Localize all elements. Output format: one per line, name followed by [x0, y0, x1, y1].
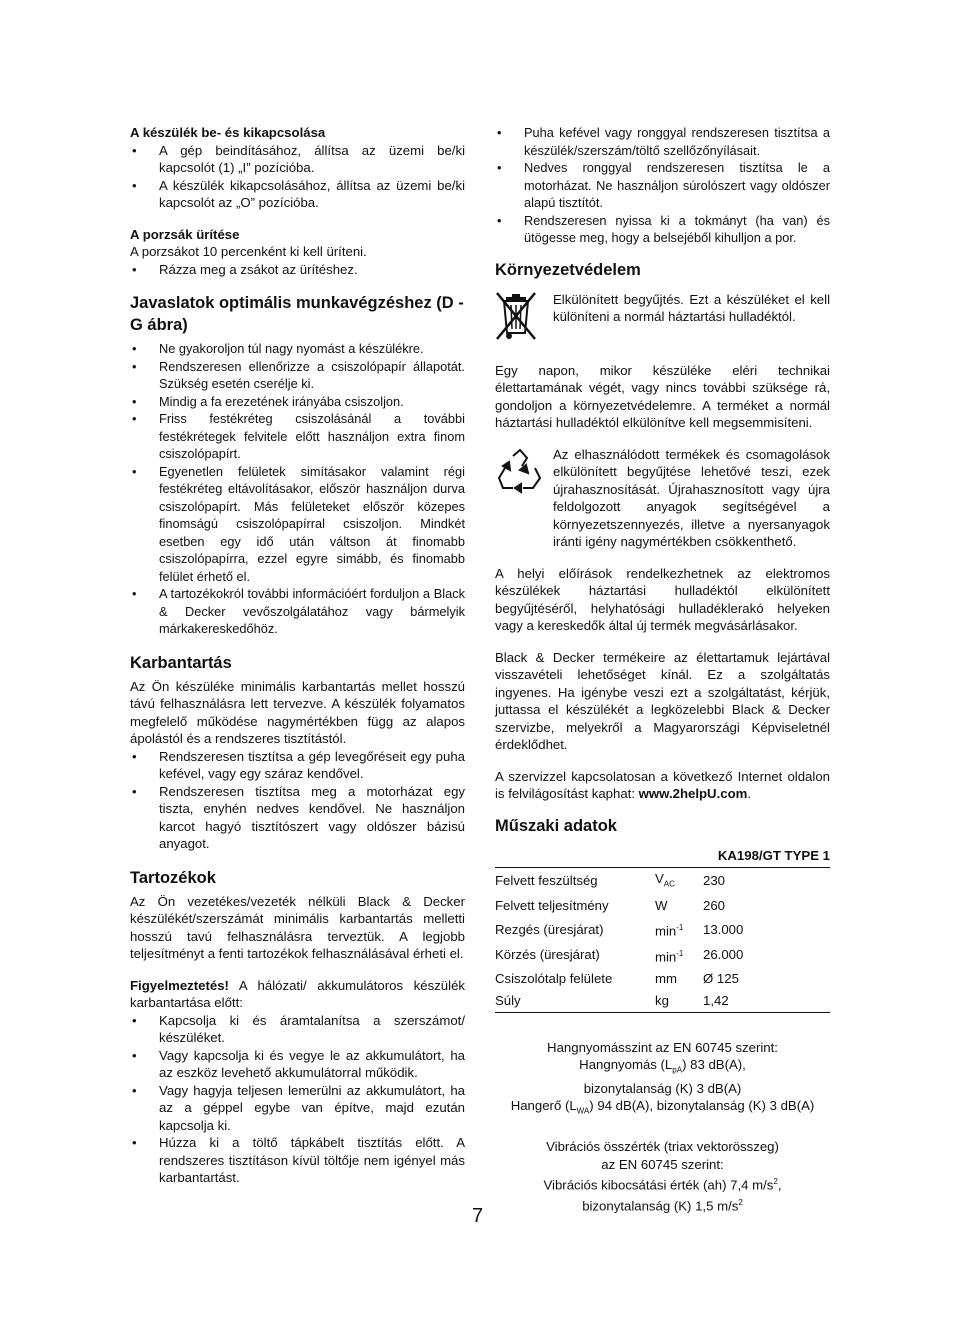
list-item: • A tartozékokról további információért forduljon a Black & Decker vevőszolgálatához vagy bármelyik márkakereskedőhöz.: [130, 585, 465, 638]
accessories-text: Az Ön vezetékes/vezeték nélküli Black & Decker készülékét/szerszámát minimális karbantartás melletti hosszú tavú felhasználásra terveztük. A legjobb teljesítményt a fenti tartozékok felhasználásával érheti el.: [130, 893, 465, 961]
list-item: • Kapcsolja ki és áramtalanítsa a szerszámot/ készüléket.: [130, 1012, 465, 1047]
warning-label: Figyelmeztetés!: [130, 977, 229, 993]
right-column: [495, 124, 830, 1215]
list-item: • Ne gyakoroljon túl nagy nyomást a készülékre.: [130, 340, 465, 358]
list-item: • Vagy kapcsolja ki és vegye le az akkumulátort, ha az eszköz levehető akkumulátorral működik.: [130, 1047, 465, 1082]
model-name: KA198/GT TYPE 1: [703, 845, 830, 868]
take-back-text: Black & Decker termékeire az élettartamuk lejártával visszavételi lehetőséget kínál. Ez a szolgáltatás ingyenes. Ha igénybe veszi ezt a szolgáltatást, kérjük, juttassa el készülékét a legközelebbi Black & Decker szervizbe, melyekről a Magyarországi Képviseletnél érdeklődhet.: [495, 649, 830, 752]
dustbag-text: A porzsákot 10 percenként ki kell üríteni.: [130, 244, 367, 259]
crossed-bin-icon: [495, 291, 553, 348]
disposal-text: Egy napon, mikor készüléke eléri technikai élettartamának végét, vagy nincs további szüksége rá, gondoljon a környezetvédelemre. A terméket a normál háztartási hulladéktól elkülönítve kell megsemmisíteni.: [495, 362, 830, 430]
list-item: • Puha kefével vagy ronggyal rendszeresen tisztítsa a készülék/szerszám/töltő szellőzőnyílásait.: [495, 124, 830, 159]
list-item: • Rendszeresen tisztítsa meg a motorházat egy tiszta, enyhén nedves kendővel. Ne használjon karcot hagyó tisztítószert vagy oldószer bázisú anyagot.: [130, 783, 465, 853]
recycle-icon: [495, 446, 553, 501]
table-row: Körzés (üresjárat) $\min^{-1}$ 26.000: [495, 947, 744, 964]
heading-tips: Javaslatok optimális munkavégzéshez (D - G ábra): [130, 294, 464, 334]
tips-list: [130, 340, 465, 638]
list-item: • Mindig a fa erezetének irányába csiszoljon.: [130, 393, 465, 411]
list-item: • A készülék kikapcsolásához, állítsa az üzemi be/ki kapcsolót az „O” pozícióba.: [130, 177, 465, 212]
list-item: • Húzza ki a töltő tápkábelt tisztítás előtt. A rendszeres tisztításon kívül töltője nem igényel más karbantartást.: [130, 1134, 465, 1187]
list-item: • Egyenetlen felületek simításakor valamint régi festékréteg eltávolításakor, először használjon durva csiszolópapírt. Más felületeket először közepes finomságú csiszolópapírral csiszoljon. Mindkét esetben egy idő után váltson át finomabb csiszolópapírra, ezzel egyre simább, és finomabb felület érhető el.: [130, 463, 465, 586]
list-item: • Nedves ronggyal rendszeresen tisztítsa le a motorházat. Ne használjon súrolószert vagy oldószer alapú tisztítót.: [495, 159, 830, 212]
service-text: A szervizzel kapcsolatosan a következő Internet oldalon is felvilágosítást kaphat: www.2helpU.com.: [495, 768, 830, 801]
heading-accessories: Tartozékok: [130, 868, 216, 887]
maintenance-text: Az Ön készüléke minimális karbantartás mellet hosszú távú felhasználásra lett tervezve. A készülék folyamatos megfelelő működése nagymértékben függ az alapos ápolástól és a rendszeres tisztítástól.: [130, 678, 465, 746]
left-column: [130, 124, 465, 1187]
weee-block: [495, 291, 830, 348]
list-item: • Friss festékréteg csiszolásánál a további festékrétegek felvitele előtt használjon extra finom csiszolópapírt.: [130, 410, 465, 463]
table-row: Csiszolótalp felülete mm Ø 125: [495, 970, 739, 986]
service-url: www.2helpU.com: [638, 786, 748, 801]
recycle-text: Az elhasználódott termékek és csomagolások elkülönített begyűjtése lehetővé teszi, ezek újrahasznosítását. Újrahasznosított vagy újra feldolgozott anyagok segítségével a környezetszennyezés, illetve a nyersanyagok iránti igény nagymértékben csökkenthető.: [553, 446, 830, 549]
local-rules-text: A helyi előírások rendelkezhetnek az elektromos készülékek háztartási hulladéktól elkülönített begyűjtéséről, helyhatósági hulladéklerakó helyeken vagy a kereskedők által új termék megvásárlásakor.: [495, 565, 830, 633]
maintenance-list: [130, 748, 465, 853]
specs-header-row: [495, 845, 830, 868]
heading-maintenance: Karbantartás: [130, 653, 232, 672]
dustbag-list: [130, 261, 465, 279]
heading-environment: Környezetvédelem: [495, 260, 641, 279]
specs-table: [495, 845, 830, 1013]
list-item: • Rendszeresen ellenőrizze a csiszolópapír állapotát. Szükség esetén cserélje ki.: [130, 358, 465, 393]
switch-list: [130, 142, 465, 212]
warning-list: [130, 1012, 465, 1187]
page-number: 7: [472, 1205, 484, 1227]
heading-dustbag: A porzsák ürítése: [130, 226, 240, 242]
vibration-block: Vibrációs összérték (triax vektorösszeg) az EN 60745 szerint: Vibrációs kibocsátási érték (ah) 7,4 $m/s^2$, bizonytalanság (K) 1,5 $m/s^2$: [543, 1139, 782, 1214]
recycle-block: [495, 446, 830, 551]
weee-text: Elkülönített begyűjtés. Ezt a készüléket el kell különíteni a normál háztartási hulladéktól.: [553, 291, 830, 324]
cleaning-list: [495, 124, 830, 247]
list-item: • Rendszeresen nyissa ki a tokmányt (ha van) és ütögesse meg, hogy a belsejéből kihulljon a por.: [495, 212, 830, 247]
noise-block: Hangnyomásszint az EN 60745 szerint: Hangnyomás $(L_{pA})$ 83 dB(A), bizonytalanság (K) 3 dB(A) Hangerő $(L_{WA})$ 94 dB(A), bizonytalanság (K) 3 dB(A): [510, 1039, 815, 1116]
table-row: Felvett teljesítmény W 260: [495, 898, 726, 914]
table-row: Felvett feszültség $V_{AC}$ 230: [495, 870, 726, 889]
list-item: • A gép beindításához, állítsa az üzemi be/ki kapcsolót (1) „I” pozícióba.: [130, 142, 465, 177]
table-row: Rezgés (üresjárat) $\min^{-1}$ 13.000: [495, 921, 744, 939]
list-item: • Rázza meg a zsákot az ürítéshez.: [130, 261, 465, 279]
list-item: • Rendszeresen tisztítsa a gép levegőréseit egy puha kefével, vagy egy száraz kendővel.: [130, 748, 465, 783]
heading-switch: A készülék be- és kikapcsolása: [130, 125, 326, 140]
warning-text: Figyelmeztetés! A hálózati/ akkumulátoros készülék karbantartása előtt:: [130, 977, 465, 1010]
list-item: • Vagy hagyja teljesen lemerülni az akkumulátort, ha az a géppel egybe van építve, majd ezután kapcsolja ki.: [130, 1082, 465, 1135]
table-row: Súly kg 1,42: [495, 990, 830, 1013]
heading-specs: Műszaki adatok: [495, 816, 617, 835]
